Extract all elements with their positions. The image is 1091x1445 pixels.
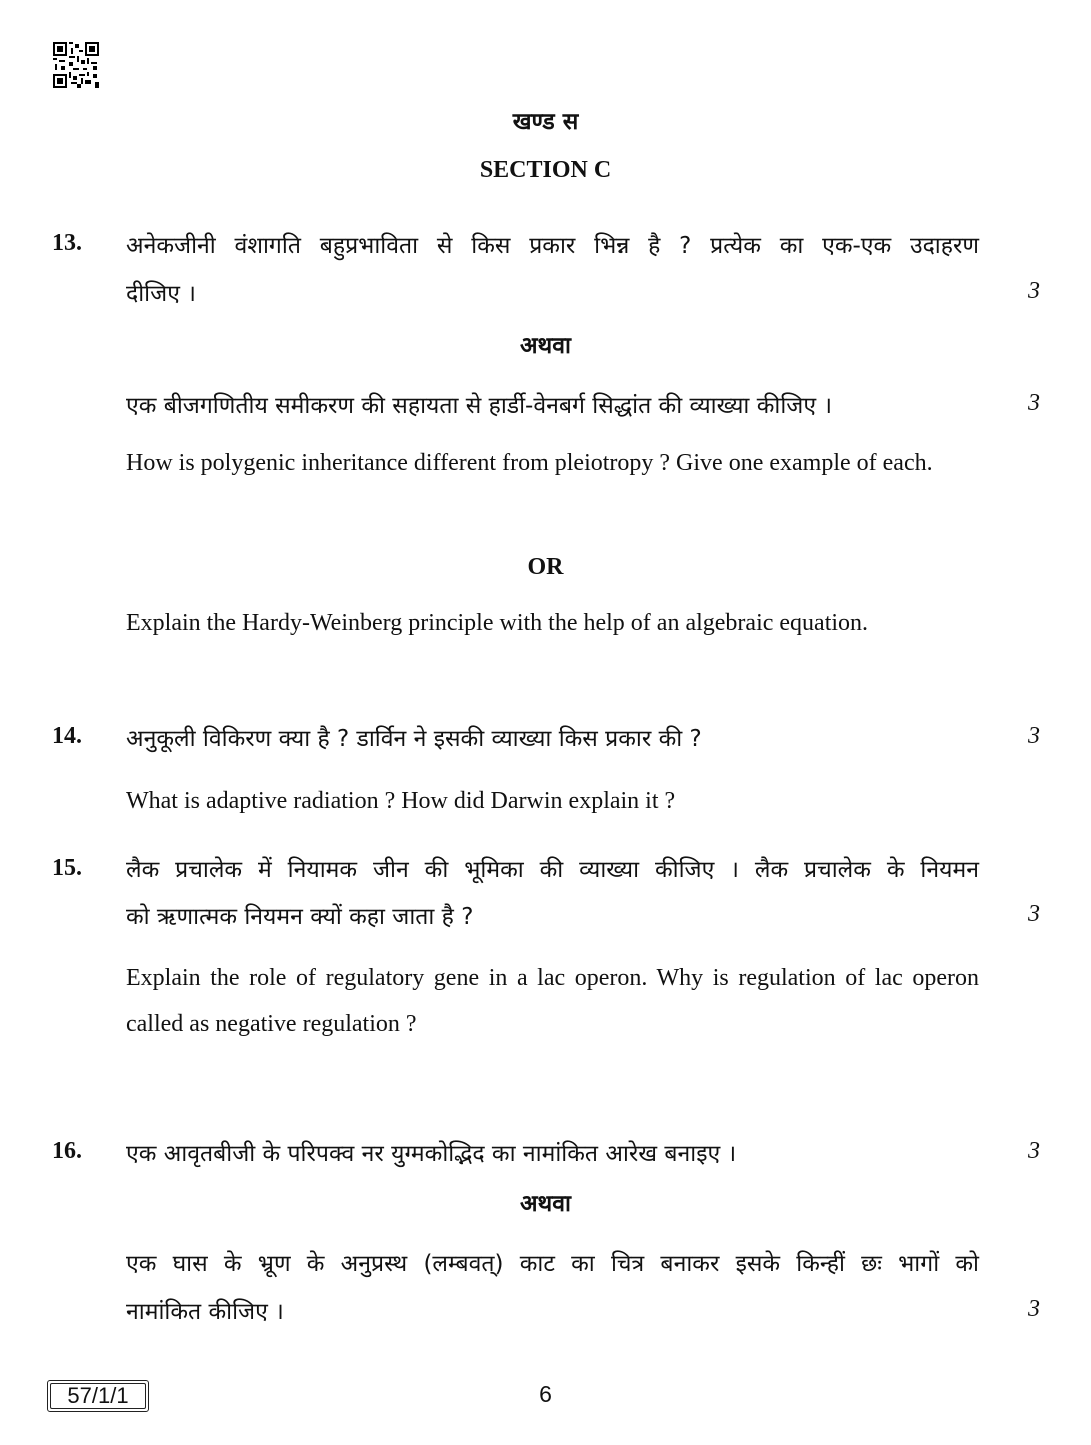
alternative-question-hindi: एक बीजगणितीय समीकरण की सहायता से हार्डी-वेनबर्ग सिद्धांत की व्याख्या कीजिए । (126, 393, 833, 419)
marks: 3 (1028, 278, 1040, 304)
question-number: 15. (52, 855, 82, 881)
paper-code-box: 57/1/1 (47, 1380, 149, 1412)
or-label-english: OR (527, 554, 564, 580)
question-text-hindi-cont: को ऋणात्मक नियमन क्यों कहा जाता है ? (126, 904, 474, 930)
question-number: 14. (52, 723, 82, 749)
question-number: 13. (52, 230, 82, 256)
alternative-question-hindi: एक घास के भ्रूण के अनुप्रस्थ (लम्बवत्) काट का चित्र बनाकर इसके किन्हीं छः भागों को (126, 1251, 979, 1277)
or-label-hindi: अथवा (519, 1191, 571, 1217)
question-text-hindi: एक आवृतबीजी के परिपक्व नर युग्मकोद्भिद का नामांकित आरेख बनाइए । (126, 1141, 737, 1167)
question-number: 16. (52, 1138, 82, 1164)
page-number: 6 (539, 1381, 552, 1407)
section-heading-english: SECTION C (479, 157, 612, 183)
question-text-hindi: लैक प्रचालेक में नियामक जीन की भूमिका की व्याख्या कीजिए । लैक प्रचालेक के नियमन (126, 857, 979, 883)
marks: 3 (1028, 1296, 1040, 1322)
question-text-hindi: अनुकूली विकिरण क्या है ? डार्विन ने इसकी व्याख्या किस प्रकार की ? (126, 726, 702, 752)
marks: 3 (1028, 723, 1040, 749)
question-text-hindi: अनेकजीनी वंशागति बहुप्रभाविता से किस प्रकार भिन्न है ? प्रत्येक का एक-एक उदाहरण (126, 233, 979, 259)
qr-code-icon (53, 42, 99, 88)
or-label-hindi: अथवा (519, 333, 571, 359)
marks: 3 (1028, 1138, 1040, 1164)
alternative-question-hindi-cont: नामांकित कीजिए । (126, 1299, 284, 1325)
question-text-english: Explain the role of regulatory gene in a lac operon. Why is regulation of lac operon called as negative regulation ? (126, 965, 979, 1037)
section-heading-hindi: खण्ड स (512, 109, 579, 135)
question-text-hindi-cont: दीजिए । (126, 281, 196, 307)
question-text-english: What is adaptive radiation ? How did Darwin explain it ? (126, 788, 676, 814)
marks: 3 (1028, 390, 1040, 416)
alternative-question-english: Explain the Hardy-Weinberg principle with the help of an algebraic equation. (126, 610, 869, 636)
marks: 3 (1028, 901, 1040, 927)
question-text-english: How is polygenic inheritance different from pleiotropy ? Give one example of each. (126, 450, 933, 476)
